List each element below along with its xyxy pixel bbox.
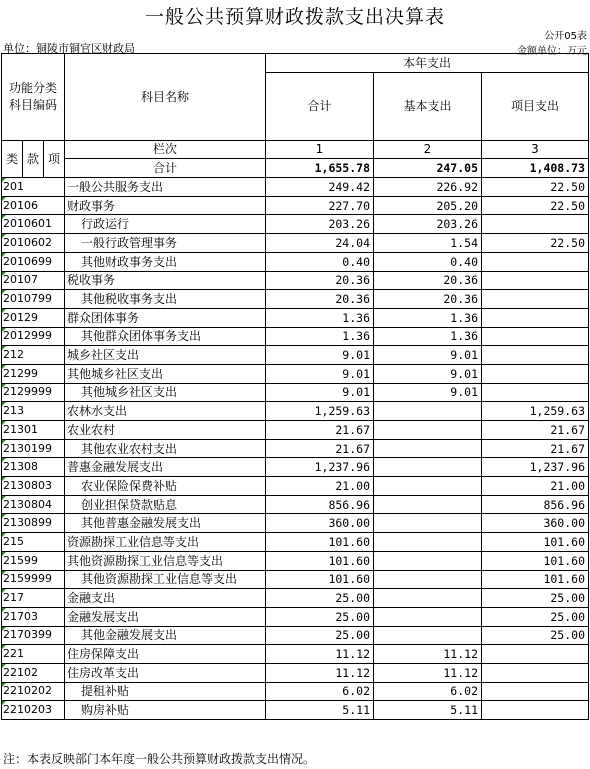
row-project [482,645,589,664]
row-total: 203.26 [266,215,374,234]
row-total: 25.00 [266,626,374,645]
table-row [2,196,589,215]
row-basic: 226.92 [374,178,482,197]
row-total: 227.70 [266,196,374,215]
row-code: 2010601 [2,215,65,234]
table-row [2,701,589,720]
row-project: 21.67 [482,439,589,458]
table-row [2,383,589,402]
row-project: 22.50 [482,234,589,253]
table-row [2,402,589,421]
row-total: 9.01 [266,364,374,383]
row-subject-name: 普惠金融发展支出 [65,458,266,477]
row-subject-name: 农林水支出 [65,402,266,421]
row-project: 360.00 [482,514,589,533]
row-total: 25.00 [266,589,374,608]
row-code: 2170399 [2,626,65,645]
row-subject-name: 其他资源勘探工业信息等支出 [65,570,266,589]
row-basic [374,514,482,533]
row-code: 22102 [2,663,65,682]
row-code: 2130199 [2,439,65,458]
row-project: 21.00 [482,477,589,496]
table-row [2,327,589,346]
table-row [2,271,589,290]
row-subject-name: 提租补贴 [65,682,266,701]
table-row [2,570,589,589]
row-subject-name: 城乡社区支出 [65,346,266,365]
row-total: 360.00 [266,514,374,533]
row-code: 21703 [2,607,65,626]
unit-label: 单位：铜陵市铜官区财政局 [3,42,135,55]
row-total: 6.02 [266,682,374,701]
table-row [2,607,589,626]
row-code: 2130804 [2,495,65,514]
row-total: 9.01 [266,383,374,402]
row-basic: 6.02 [374,682,482,701]
row-basic: 205.20 [374,196,482,215]
row-subject-name: 金融支出 [65,589,266,608]
row-basic [374,551,482,570]
row-project: 22.50 [482,178,589,197]
row-project: 101.60 [482,533,589,552]
row-code: 213 [2,402,65,421]
amount-unit-label: 金额单位：万元 [517,46,587,57]
row-project [482,663,589,682]
row-project [482,682,589,701]
row-project [482,290,589,309]
row-basic [374,402,482,421]
row-basic [374,570,482,589]
row-total: 9.01 [266,346,374,365]
row-subject-name: 群众团体事务 [65,308,266,327]
row-total: 5.11 [266,701,374,720]
row-total: 856.96 [266,495,374,514]
row-subject-name: 其他农业农村支出 [65,439,266,458]
row-project: 25.00 [482,626,589,645]
table-row [2,682,589,701]
table-row [2,252,589,271]
row-total: 1,237.96 [266,458,374,477]
row-subject-name: 农业保险保费补贴 [65,477,266,496]
row-project: 1,259.63 [482,402,589,421]
table-row [2,589,589,608]
row-total: 21.00 [266,477,374,496]
table-row [2,234,589,253]
row-subject-name: 一般行政管理事务 [65,234,266,253]
row-project [482,271,589,290]
row-code: 20106 [2,196,65,215]
row-code: 2210202 [2,682,65,701]
row-subject-name: 其他群众团体事务支出 [65,327,266,346]
row-total: 1.36 [266,327,374,346]
row-total: 1,259.63 [266,402,374,421]
year-expense-header: 本年支出 [266,54,589,73]
table-row [2,514,589,533]
footnote: 注：本表反映部门本年度一般公共预算财政拨款支出情况。 [3,752,316,766]
row-code: 201 [2,178,65,197]
row-total: 249.42 [266,178,374,197]
row-project: 22.50 [482,196,589,215]
func-code-header-text: 功能分类科目编码 [8,80,57,112]
table-row [2,458,589,477]
row-code: 221 [2,645,65,664]
row-subject-name: 住房保障支出 [65,645,266,664]
row-code: 2010602 [2,234,65,253]
row-project: 856.96 [482,495,589,514]
sum-project: 1,408.73 [482,159,589,178]
col-3-label: 3 [482,140,589,159]
func-code-header [2,54,65,141]
table-row [2,533,589,552]
row-subject-name: 财政事务 [65,196,266,215]
row-basic: 20.36 [374,290,482,309]
row-code: 217 [2,589,65,608]
row-basic: 1.54 [374,234,482,253]
row-code: 215 [2,533,65,552]
row-total: 101.60 [266,551,374,570]
row-subject-name: 创业担保贷款贴息 [65,495,266,514]
row-code: 21599 [2,551,65,570]
row-no-label: 栏次 [65,140,266,159]
row-subject-name: 住房改革支出 [65,663,266,682]
table-row [2,439,589,458]
row-code: 2129999 [2,383,65,402]
basic-header: 基本支出 [374,72,482,140]
row-code: 21301 [2,421,65,440]
row-code: 2130803 [2,477,65,496]
row-basic [374,607,482,626]
row-project [482,701,589,720]
row-basic: 9.01 [374,346,482,365]
table-row [2,551,589,570]
row-project: 25.00 [482,607,589,626]
row-code: 2012999 [2,327,65,346]
row-subject-name: 其他财政事务支出 [65,252,266,271]
row-total: 1.36 [266,308,374,327]
page-title: 一般公共预算财政拨款支出决算表 [144,6,445,28]
row-basic: 11.12 [374,645,482,664]
col-1-label: 1 [266,140,374,159]
row-project [482,308,589,327]
row-basic: 1.36 [374,308,482,327]
row-subject-name: 其他税收事务支出 [65,290,266,309]
row-code: 2010799 [2,290,65,309]
row-total: 11.12 [266,645,374,664]
col-2-label: 2 [374,140,482,159]
expense-table [1,53,589,720]
row-subject-name: 金融发展支出 [65,607,266,626]
row-project: 1,237.96 [482,458,589,477]
project-header: 项目支出 [482,72,589,140]
row-project: 101.60 [482,570,589,589]
table-row [2,477,589,496]
row-basic [374,589,482,608]
row-basic [374,495,482,514]
row-basic: 9.01 [374,383,482,402]
table-row [2,495,589,514]
row-basic: 203.26 [374,215,482,234]
row-total: 20.36 [266,290,374,309]
row-code: 21308 [2,458,65,477]
row-total: 101.60 [266,533,374,552]
row-subject-name: 购房补贴 [65,701,266,720]
table-row [2,308,589,327]
row-project [482,327,589,346]
kuan-header: 款 [23,140,44,177]
row-basic: 1.36 [374,327,482,346]
row-project [482,383,589,402]
row-project: 21.67 [482,421,589,440]
row-code: 2210203 [2,701,65,720]
row-total: 21.67 [266,421,374,440]
row-subject-name: 其他城乡社区支出 [65,383,266,402]
row-basic [374,477,482,496]
row-subject-name: 其他城乡社区支出 [65,364,266,383]
row-project [482,346,589,365]
row-code: 20129 [2,308,65,327]
sum-total: 1,655.78 [266,159,374,178]
sum-label: 合计 [65,159,266,178]
table-row [2,626,589,645]
row-basic: 0.40 [374,252,482,271]
row-code: 21299 [2,364,65,383]
subject-name-header: 科目名称 [65,54,266,141]
row-project: 101.60 [482,551,589,570]
row-total: 20.36 [266,271,374,290]
table-row [2,645,589,664]
row-subject-name: 资源勘探工业信息等支出 [65,533,266,552]
table-row [2,663,589,682]
xiang-header: 项 [44,140,65,177]
table-row [2,290,589,309]
row-code: 212 [2,346,65,365]
row-code: 20107 [2,271,65,290]
row-basic [374,533,482,552]
row-subject-name: 农业农村 [65,421,266,440]
row-basic [374,439,482,458]
row-code: 2010699 [2,252,65,271]
row-project [482,252,589,271]
table-row [2,364,589,383]
row-total: 25.00 [266,607,374,626]
row-basic: 11.12 [374,663,482,682]
table-row [2,215,589,234]
table-row [2,421,589,440]
form-number: 公开05表 [544,31,587,42]
row-basic: 9.01 [374,364,482,383]
row-total: 21.67 [266,439,374,458]
row-total: 0.40 [266,252,374,271]
lei-header: 类 [2,140,23,177]
sum-basic: 247.05 [374,159,482,178]
row-subject-name: 一般公共服务支出 [65,178,266,197]
row-subject-name: 税收事务 [65,271,266,290]
row-basic [374,458,482,477]
row-project: 25.00 [482,589,589,608]
row-total: 24.04 [266,234,374,253]
row-project [482,215,589,234]
row-total: 11.12 [266,663,374,682]
row-subject-name: 其他普惠金融发展支出 [65,514,266,533]
row-code: 2159999 [2,570,65,589]
row-basic: 20.36 [374,271,482,290]
row-project [482,364,589,383]
row-subject-name: 其他金融发展支出 [65,626,266,645]
row-basic [374,421,482,440]
row-subject-name: 其他资源勘探工业信息等支出 [65,551,266,570]
row-subject-name: 行政运行 [65,215,266,234]
row-total: 101.60 [266,570,374,589]
table-row [2,346,589,365]
table-row [2,178,589,197]
total-header: 合计 [266,72,374,140]
row-basic [374,626,482,645]
row-basic: 5.11 [374,701,482,720]
row-code: 2130899 [2,514,65,533]
